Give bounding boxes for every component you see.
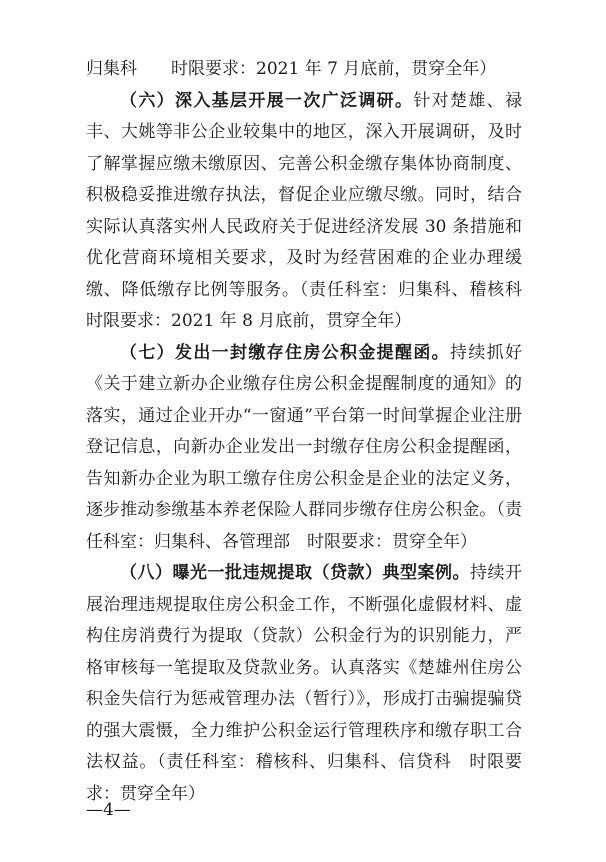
document-body: [86, 54, 539, 810]
section-7-heading: （七）发出一封缴存住房公积金提醒函。: [120, 342, 450, 363]
section-6-heading: （六）深入基层开展一次广泛调研。: [120, 90, 414, 111]
section-7: [86, 338, 522, 559]
section-7-body: 持续抓好《关于建立新办企业缴存住房公积金提醒制度的通知》的落实，通过企业开办“一窗通”平台第一时间掌握企业注册登记信息，向新办企业发出一封缴存住房公积金提醒函，告知新办企业为职工缴存住房公积金是企业的法定义务，逐步推动参缴基本养老保险人群同步缴存住房公积金。（责任科室：归集科、各管理部 时限要求：贯穿全年）: [86, 342, 522, 552]
section-8-body: 持续开展治理违规提取住房公积金工作，不断强化虚假材料、虚构住房消费行为提取（贷款）公积金行为的识别能力，严格审核每一笔提取及贷款业务。认真落实《楚雄州住房公积金失信行为惩戒管理办法（暂行）》，形成打击骗提骗贷的强大震慑，全力维护公积金运行管理秩序和缴存职工合法权益。（责任科室：稽核科、归集科、信贷科 时限要求：贯穿全年）: [86, 563, 522, 804]
section-6: [86, 86, 539, 338]
page-number: —4—: [86, 800, 131, 820]
intro-line: 归集科 时限要求：2021 年 7 月底前，贯穿全年）: [86, 59, 497, 79]
section-8: [86, 558, 522, 810]
section-8-heading: （八）曝光一批违规提取（贷款）典型案例。: [120, 563, 470, 583]
section-6-body: 针对楚雄、禄丰、大姚等非公企业较集中的地区，深入开展调研，及时了解掌握应缴未缴原因、完善公积金缴存集体协商制度、积极稳妥推进缴存执法，督促企业应缴尽缴。同时，结合实际认真落实州人民政府关于促进经济发展 30 条措施和优化营商环境相关要求，及时为经营困难的企业办理缓缴、降低缴存比例等服务。（责任科室：归集科、稽核科 时限要求：2021 年 8 月底前，贯穿全年）: [86, 90, 539, 331]
